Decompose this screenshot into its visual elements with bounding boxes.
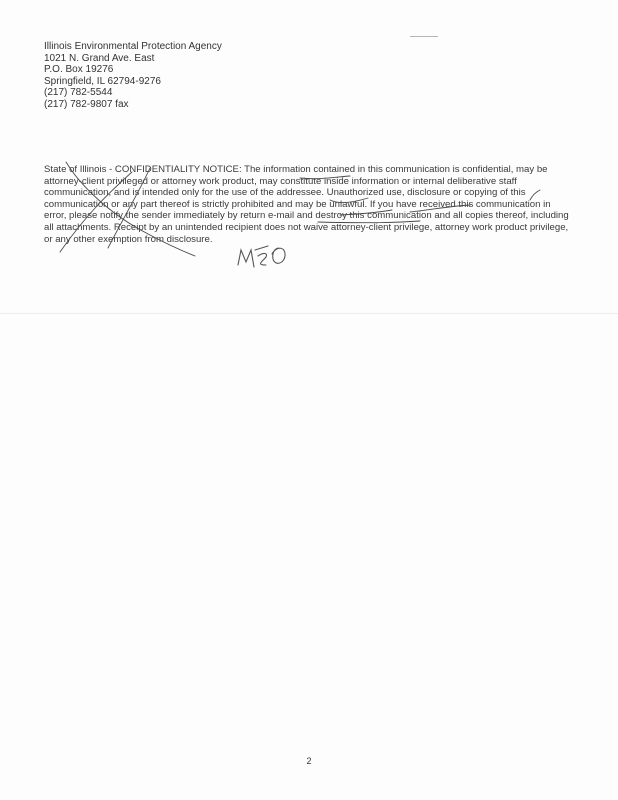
po-box: P.O. Box 19276 (44, 64, 114, 76)
scan-divider (0, 313, 618, 314)
agency-name: Illinois Environmental Protection Agency (44, 41, 222, 52)
scan-mark (410, 36, 438, 37)
initials-signature (238, 246, 285, 267)
phone-number: (217) 782-5544 (44, 87, 113, 99)
street-address: 1021 N. Grand Ave. East (44, 52, 155, 64)
sender-address-block (44, 41, 222, 111)
fax-number: (217) 782-9807 fax (44, 98, 129, 110)
city-state-zip: Springfield, IL 62794-9276 (44, 75, 161, 87)
page-number: 2 (306, 756, 312, 766)
confidentiality-notice: State of Illinois - CONFIDENTIALITY NOTICE: The information contained in this communication is confidential, may be attorney-client privileged or attorney work product, may constitute inside information or internal deliberative staff communication, and is intended only for the use of the addressee. Unauthorized use, disclosure or copying of this communication or any part thereof is strictly prohibited and may be unlawful. If you have received this communication in error, please notify the sender immediately by return e-mail and destroy this communication and all copies thereof, including all attachments. Receipt by an unintended recipient does not waive attorney-client privilege, attorney work product privilege, or any other exemption from disclosure. (44, 164, 569, 245)
